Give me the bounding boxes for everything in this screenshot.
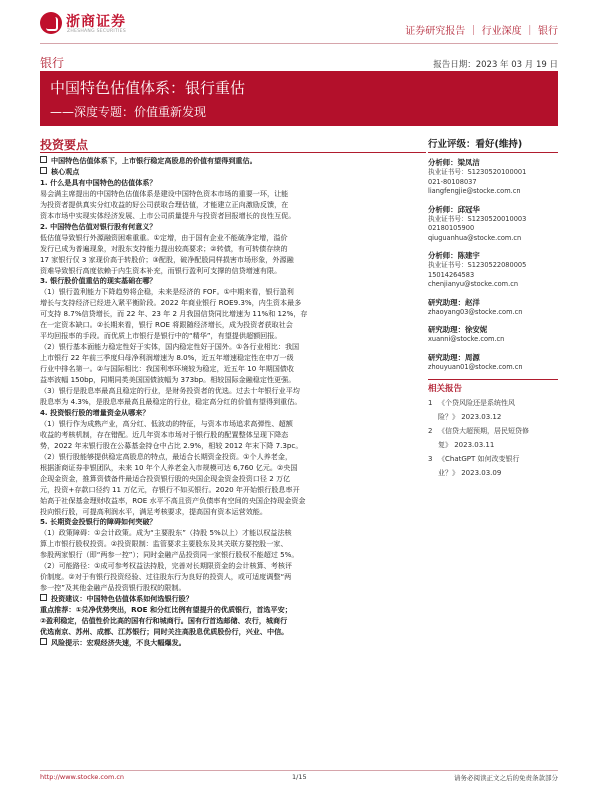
body-line-text: 元，投资+存款口径约 11 万亿元，存银行不如买银行。2020 年开始银行股息率开 <box>40 484 300 494</box>
body-line-text: 行业中排名第一。②与国际相比：我国利率环境较为稳定，近五年 10 年期国债收 <box>40 364 294 374</box>
body-line-text: 4. 投资银行股的增量资金从哪来？ <box>40 407 150 417</box>
body-line-text: 2. 中国特色估值对银行股有何意义？ <box>40 221 157 231</box>
body-line-text: ②盈利稳定，估值性价比高的国有行和城商行。国有行首选邮储、农行，城商行 <box>40 616 288 626</box>
sidebar <box>428 136 558 480</box>
body-line <box>40 616 426 627</box>
body-line <box>40 539 426 550</box>
company-logo <box>40 10 160 40</box>
body-line <box>40 419 426 430</box>
body-line-text: 参股两家银行（即“两参一控”）；同时金融产品投资同一家银行股权不能超过 5%。 <box>40 550 299 560</box>
body-line-text: （2）可能路径：①成可参考权益法持股，完善对长期限资金的会计核算、考核评 <box>40 561 293 571</box>
related-report-number: 2 <box>428 427 433 435</box>
body-line <box>40 496 426 507</box>
body-line-text: 在一定资本缺口。②长期来看，银行 ROE 将跟随经济增长，成为投资者获取社会 <box>40 320 293 330</box>
logo-name-cn: 浙商证券 <box>66 14 126 30</box>
body-line-text: （1）政策障碍：①会计政策。成为“主要股东”（持股 5%以上）才能以权益法核 <box>40 528 292 538</box>
body-line <box>40 211 426 222</box>
analyst-contact[interactable]: qiuguanhua@stocke.com.cn <box>428 233 522 242</box>
body-line <box>40 298 426 309</box>
body-line-text: 参一控”及其他金融产品投资银行股权的限制。 <box>40 583 186 593</box>
body-line-text: 始高于社保基金理财收益率，ROE 水平不高且资产负债率有空间的央国企持现金资金 <box>40 495 306 505</box>
sidebar-divider <box>428 379 558 380</box>
body-line <box>40 485 426 496</box>
body-line-text: 股息率为 4.3%，是股息率最高且最稳定的行业，稳定高分红的价值有望得到重估。 <box>40 396 302 406</box>
body-line <box>40 342 426 353</box>
related-report-item[interactable] <box>428 452 558 480</box>
footer-divider <box>40 770 558 771</box>
industry-rating: 行业评级：看好(维持) <box>428 139 523 150</box>
related-reports-title: 相关报告 <box>428 384 463 394</box>
square-bullet-icon <box>40 156 47 163</box>
body-line <box>40 430 426 441</box>
body-line <box>40 408 426 419</box>
body-line-text: 投资建议：中国特色估值体系如何选银行股？ <box>51 594 193 604</box>
body-line <box>40 594 426 605</box>
body-line-text: 低估值导致银行外源融资困难重重。①定增，由于国有企业不能破净定增，溢价 <box>40 232 288 242</box>
body-line <box>40 528 426 539</box>
body-line-text: 1. 什么是具有中国特色的估值体系？ <box>40 177 157 187</box>
related-report-title-cont: 业？》 2023.03.09 <box>438 469 502 477</box>
related-report-item[interactable] <box>428 396 558 424</box>
analyst-contact: 执业证书号：S1230520010003 <box>428 214 527 223</box>
analyst-name: 研究助理：周源 <box>428 352 480 362</box>
body-line-text: 增长与支持经济已经进入紧平衡阶段。2022 年商业银行 ROE9.3%，内生资本最多 <box>40 298 302 308</box>
body-line <box>40 287 426 298</box>
body-line <box>40 178 426 189</box>
analyst-card <box>428 204 558 244</box>
body-line <box>40 507 426 518</box>
investment-highlights <box>40 136 426 649</box>
body-line <box>40 222 426 233</box>
related-report-title: 《信贷大超预期，居民短贷修 <box>438 427 529 435</box>
body-line <box>40 375 426 386</box>
body-line-text: 中国特色估值体系下，上市银行稳定高股息的价值有望得到重估。 <box>51 156 257 165</box>
square-bullet-icon <box>40 167 47 174</box>
analyst-name: 分析师：陈建宇 <box>428 251 480 260</box>
body-line <box>40 189 426 200</box>
body-line-text: 投向银行股，可提高利润水平，满足考核要求，提高国有资本运营效能。 <box>40 506 267 516</box>
body-line-text: 易会满主席提出的中国特色估值体系是建设中国特色资本市场的重要一环，让能 <box>40 188 289 198</box>
report-category-nav: 证券研究报告 ｜ 行业深度 ｜ 银行 <box>405 26 558 37</box>
body-line <box>40 474 426 485</box>
analyst-card <box>428 324 558 345</box>
analyst-contact[interactable]: zhaoyang03@stocke.com.cn <box>428 307 523 316</box>
related-report-item[interactable] <box>428 424 558 452</box>
analyst-card <box>428 157 558 197</box>
body-line-text: 价制度。②对于有银行投资经验、过往股东行为良好的投资人，或可适度调整“两 <box>40 572 292 582</box>
body-line <box>40 353 426 364</box>
body-line <box>40 364 426 375</box>
analyst-name: 分析师：邱冠华 <box>428 204 480 214</box>
analyst-contact[interactable]: zhouyuan01@stocke.com.cn <box>428 362 523 371</box>
body-line <box>40 244 426 255</box>
body-line <box>40 266 426 277</box>
analyst-name: 分析师：梁凤洁 <box>428 158 480 167</box>
analyst-name: 研究助理：赵洋 <box>428 297 480 307</box>
analyst-contact[interactable]: xuanni@stocke.com.cn <box>428 335 505 343</box>
body-line <box>40 309 426 320</box>
body-line-text: 资本市场中实现实体经济发展、上市公司质量提升与投资者回报增长的良性互促。 <box>40 210 296 220</box>
square-bullet-icon <box>40 594 47 601</box>
related-report-number: 3 <box>428 455 433 463</box>
body-line <box>40 463 426 474</box>
body-line-text: 平均回报率的手段。而优质上市银行是银行中的“精华”，有望提供超额回报。 <box>40 331 282 341</box>
analyst-contact: 执业证书号：S1230520100001 <box>428 168 527 176</box>
logo-mark-icon <box>40 12 62 34</box>
body-line <box>40 638 426 649</box>
report-title: 中国特色估值体系：银行重估 <box>50 79 246 97</box>
body-line <box>40 167 426 178</box>
body-line-text: 3. 银行股价值重估的现实基础在哪？ <box>40 276 157 286</box>
related-reports-list <box>428 396 558 480</box>
body-line-text: （2）银行股能够提供稳定高股息的特点，最适合长期资金投资。①个人养老金， <box>40 451 293 461</box>
body-line <box>40 452 426 463</box>
body-line-text: 5. 长期资金投银行的障碍如何突破？ <box>40 517 157 527</box>
report-subtitle: ——深度专题：价值重新发现 <box>50 105 207 119</box>
body-line <box>40 255 426 266</box>
logo-name-en: ZHESHANG SECURITIES <box>67 29 126 34</box>
analyst-card <box>428 297 558 318</box>
body-line-text: 优选南京、苏州、成都、江苏银行；同时关注高股息优质股份行，兴业、中信。 <box>40 626 289 636</box>
sidebar-divider <box>428 152 558 153</box>
body-line-text: 重点推荐：①兑净优势突出，ROE 和分红比例有望提升的优质银行，首选平安； <box>40 605 292 615</box>
square-bullet-icon <box>40 638 47 645</box>
analyst-contact: 执业证书号：S1230522080005 <box>428 261 527 269</box>
body-line <box>40 397 426 408</box>
body-line <box>40 561 426 572</box>
body-line-text: 势，2022 年末银行股在公募基金持仓中占比 2.9%，相较 2012 年末下降 7.3pc。 <box>40 440 303 450</box>
analyst-contact[interactable]: liangfengjie@stocke.com.cn <box>428 187 521 195</box>
analyst-contact: 021-80108037 <box>428 177 477 186</box>
body-line-text: 收益的考核机制，存在错配。近几年资本市场对于银行股的配置整体呈现下降态 <box>40 429 289 439</box>
body-line-text: 风险提示：宏观经济失速，不良大幅爆发。 <box>51 637 186 647</box>
body-line <box>40 583 426 594</box>
related-report-title: 《个贷风险还是系统性风 <box>438 399 515 407</box>
body-line <box>40 156 426 167</box>
analyst-card <box>428 352 558 373</box>
related-report-title: 《ChatGPT 如何改变银行 <box>438 455 520 463</box>
analyst-contact: 15014264583 <box>428 270 475 279</box>
analyst-contact: 02180105900 <box>428 224 475 232</box>
section-divider <box>40 152 426 153</box>
body-line-text: 发行已成为普遍现象，对股东支持能力提出较高要求；②转债，有可转债存续的 <box>40 243 288 253</box>
body-line <box>40 605 426 616</box>
body-line <box>40 441 426 452</box>
body-line-text: 益率波幅 150bp，同期同类美国国债波幅为 373bp。相较国际金融稳定性更强。 <box>40 375 296 385</box>
body-line-text: 资难导致银行高度依赖于内生资本补充，而银行盈利可支撑的信贷增速有限。 <box>40 265 282 275</box>
body-line <box>40 572 426 583</box>
analyst-card <box>428 250 558 290</box>
body-line-text: 算上市银行股权投资。②投资限制：监管要求主要股东及其关联方要控股一家、 <box>40 539 288 549</box>
body-line <box>40 276 426 287</box>
body-line-text: 根据浙商证券非银团队，未来 10 年个人养老金入市规模可达 6,760 亿元。②央国 <box>40 462 298 472</box>
body-line-text: 核心观点 <box>51 166 80 176</box>
body-line-text: 上市银行 22 年前三季度归母净利润增速为 8.0%，近五年增速稳定性在申万一级 <box>40 353 294 363</box>
body-line <box>40 233 426 244</box>
body-line <box>40 627 426 638</box>
page-number: 1/15 <box>292 773 307 781</box>
header-divider <box>40 43 558 44</box>
analyst-name: 研究助理：徐安妮 <box>428 325 488 334</box>
body-line-text: 企现金资金，推算资债备件最适合投资银行股的央国企现金资金投资口径 2 万亿 <box>40 473 291 483</box>
related-report-title-cont: 险？》 2023.03.12 <box>438 413 502 421</box>
body-line-text: （1）银行盈利能力下降趋势将企稳，未来是经济的 FOF。①中期来看，银行盈利 <box>40 287 294 297</box>
report-date: 报告日期：2023 年 03 月 19 日 <box>433 60 558 70</box>
body-line-text: （3）银行是股息率最高且稳定的行业，是财务投资者的优选。过去十年银行业平均 <box>40 386 300 396</box>
body-text <box>40 156 426 649</box>
section-heading: 投资要点 <box>40 138 89 152</box>
body-line <box>40 331 426 342</box>
body-line-text: 为投资者提供真实分红收益的好公司获取合理估值，才能建立正向激励反馈，在 <box>40 199 289 209</box>
analyst-list <box>428 157 558 372</box>
body-line-text: （1）银行作为成熟产业，高分红、低波动的特征，与资本市场追求高弹性、超额 <box>40 418 293 428</box>
body-line <box>40 386 426 397</box>
body-line-text: 17 家银行仅 3 家现价高于转股价；③配股，破净配股同样损害市场形象，外源融 <box>40 254 294 264</box>
body-line <box>40 200 426 211</box>
body-line-text: 可支持 8.7%信贷增长，而 22 年、23 年 2 月我国信贷同比增速为 11%和 12%，存 <box>40 309 308 319</box>
related-report-title-cont: 复》 2023.03.11 <box>438 441 495 449</box>
footer-disclaimer: 请务必阅读正文之后的免责条款部分 <box>454 774 558 782</box>
related-report-number: 1 <box>428 399 433 407</box>
body-line-text: （2）银行基本面能力稳定性好于实体，国内稳定性好于国外。①各行业相比：我国 <box>40 342 300 352</box>
title-banner <box>40 71 558 126</box>
footer-url[interactable]: http://www.stocke.com.cn <box>40 773 125 781</box>
industry-tag: 银行 <box>40 56 65 70</box>
analyst-contact[interactable]: chenjianyu@stocke.com.cn <box>428 280 518 288</box>
body-line <box>40 517 426 528</box>
body-line <box>40 320 426 331</box>
body-line <box>40 550 426 561</box>
